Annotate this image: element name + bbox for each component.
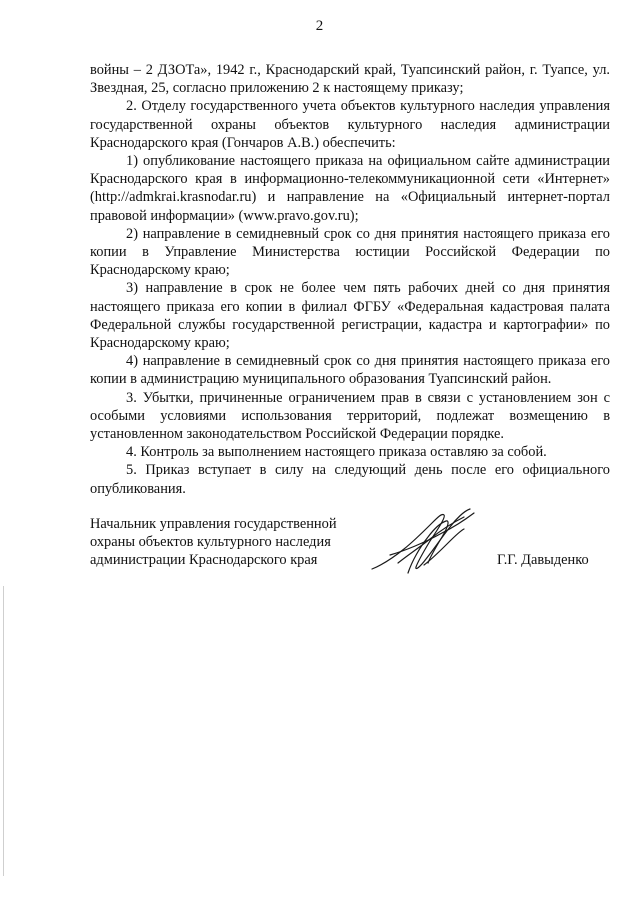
paragraph-subitem-1: 1) опубликование настоящего приказа на официальном сайте администрации Краснодарского края в информационно-телекоммуникационной сети «Интернет» (http://admkrai.krasnodar.ru) и направление на «Официальный интернет-портал правовой информации» (www.pravo.gov.ru); <box>90 153 610 224</box>
signatory-position-line-1: Начальник управления государственной <box>90 516 337 532</box>
paragraph-item-4: 4. Контроль за выполнением настоящего приказа оставляю за собой. <box>126 444 547 461</box>
paragraph-item-2: 2. Отделу государственного учета объектов культурного наследия управления государственной охраны объектов культурного наследия администрации Краснодарского края (Гончаров А.В.) обеспечить: <box>90 98 610 151</box>
paragraph-continuation: войны – 2 ДЗОТа», 1942 г., Краснодарский край, Туапсинский район, г. Туапсе, ул. Звездная, 25, согласно приложению 2 к настоящему приказу; <box>90 62 610 97</box>
scan-edge-line <box>3 586 4 876</box>
document-body <box>90 61 610 498</box>
signatory-position-line-2: охраны объектов культурного наследия <box>90 534 331 551</box>
page-number: 2 <box>315 18 324 34</box>
signatory-position <box>90 515 360 570</box>
paragraph-subitem-3: 3) направление в срок не более чем пять рабочих дней со дня принятия настоящего приказа его копии в филиал ФГБУ «Федеральная кадастровая палата Федеральной службы государственной регистрации, кадастра и картографии» по Краснодарскому краю; <box>90 280 610 352</box>
paragraph-subitem-4: 4) направление в семидневный срок со дня принятия настоящего приказа его копии в администрацию муниципального образования Туапсинский район. <box>90 353 610 388</box>
paragraph-subitem-2: 2) направление в семидневный срок со дня принятия настоящего приказа его копии в Управление Министерства юстиции Российской Федерации по Краснодарскому краю; <box>90 225 610 279</box>
signatory-position-line-3: администрации Краснодарского края <box>90 552 318 569</box>
paragraph-item-3: 3. Убытки, причиненные ограничением прав в связи с установлением зон с особыми условиями использования территорий, подлежат возмещению в установленном законодательством Российской Федерации порядке. <box>90 389 610 443</box>
paragraph-item-5: 5. Приказ вступает в силу на следующий день после его официального опубликования. <box>90 462 610 497</box>
signatory-name: Г.Г. Давыденко <box>497 552 589 568</box>
signature-block <box>90 515 610 575</box>
handwritten-signature <box>368 503 478 581</box>
